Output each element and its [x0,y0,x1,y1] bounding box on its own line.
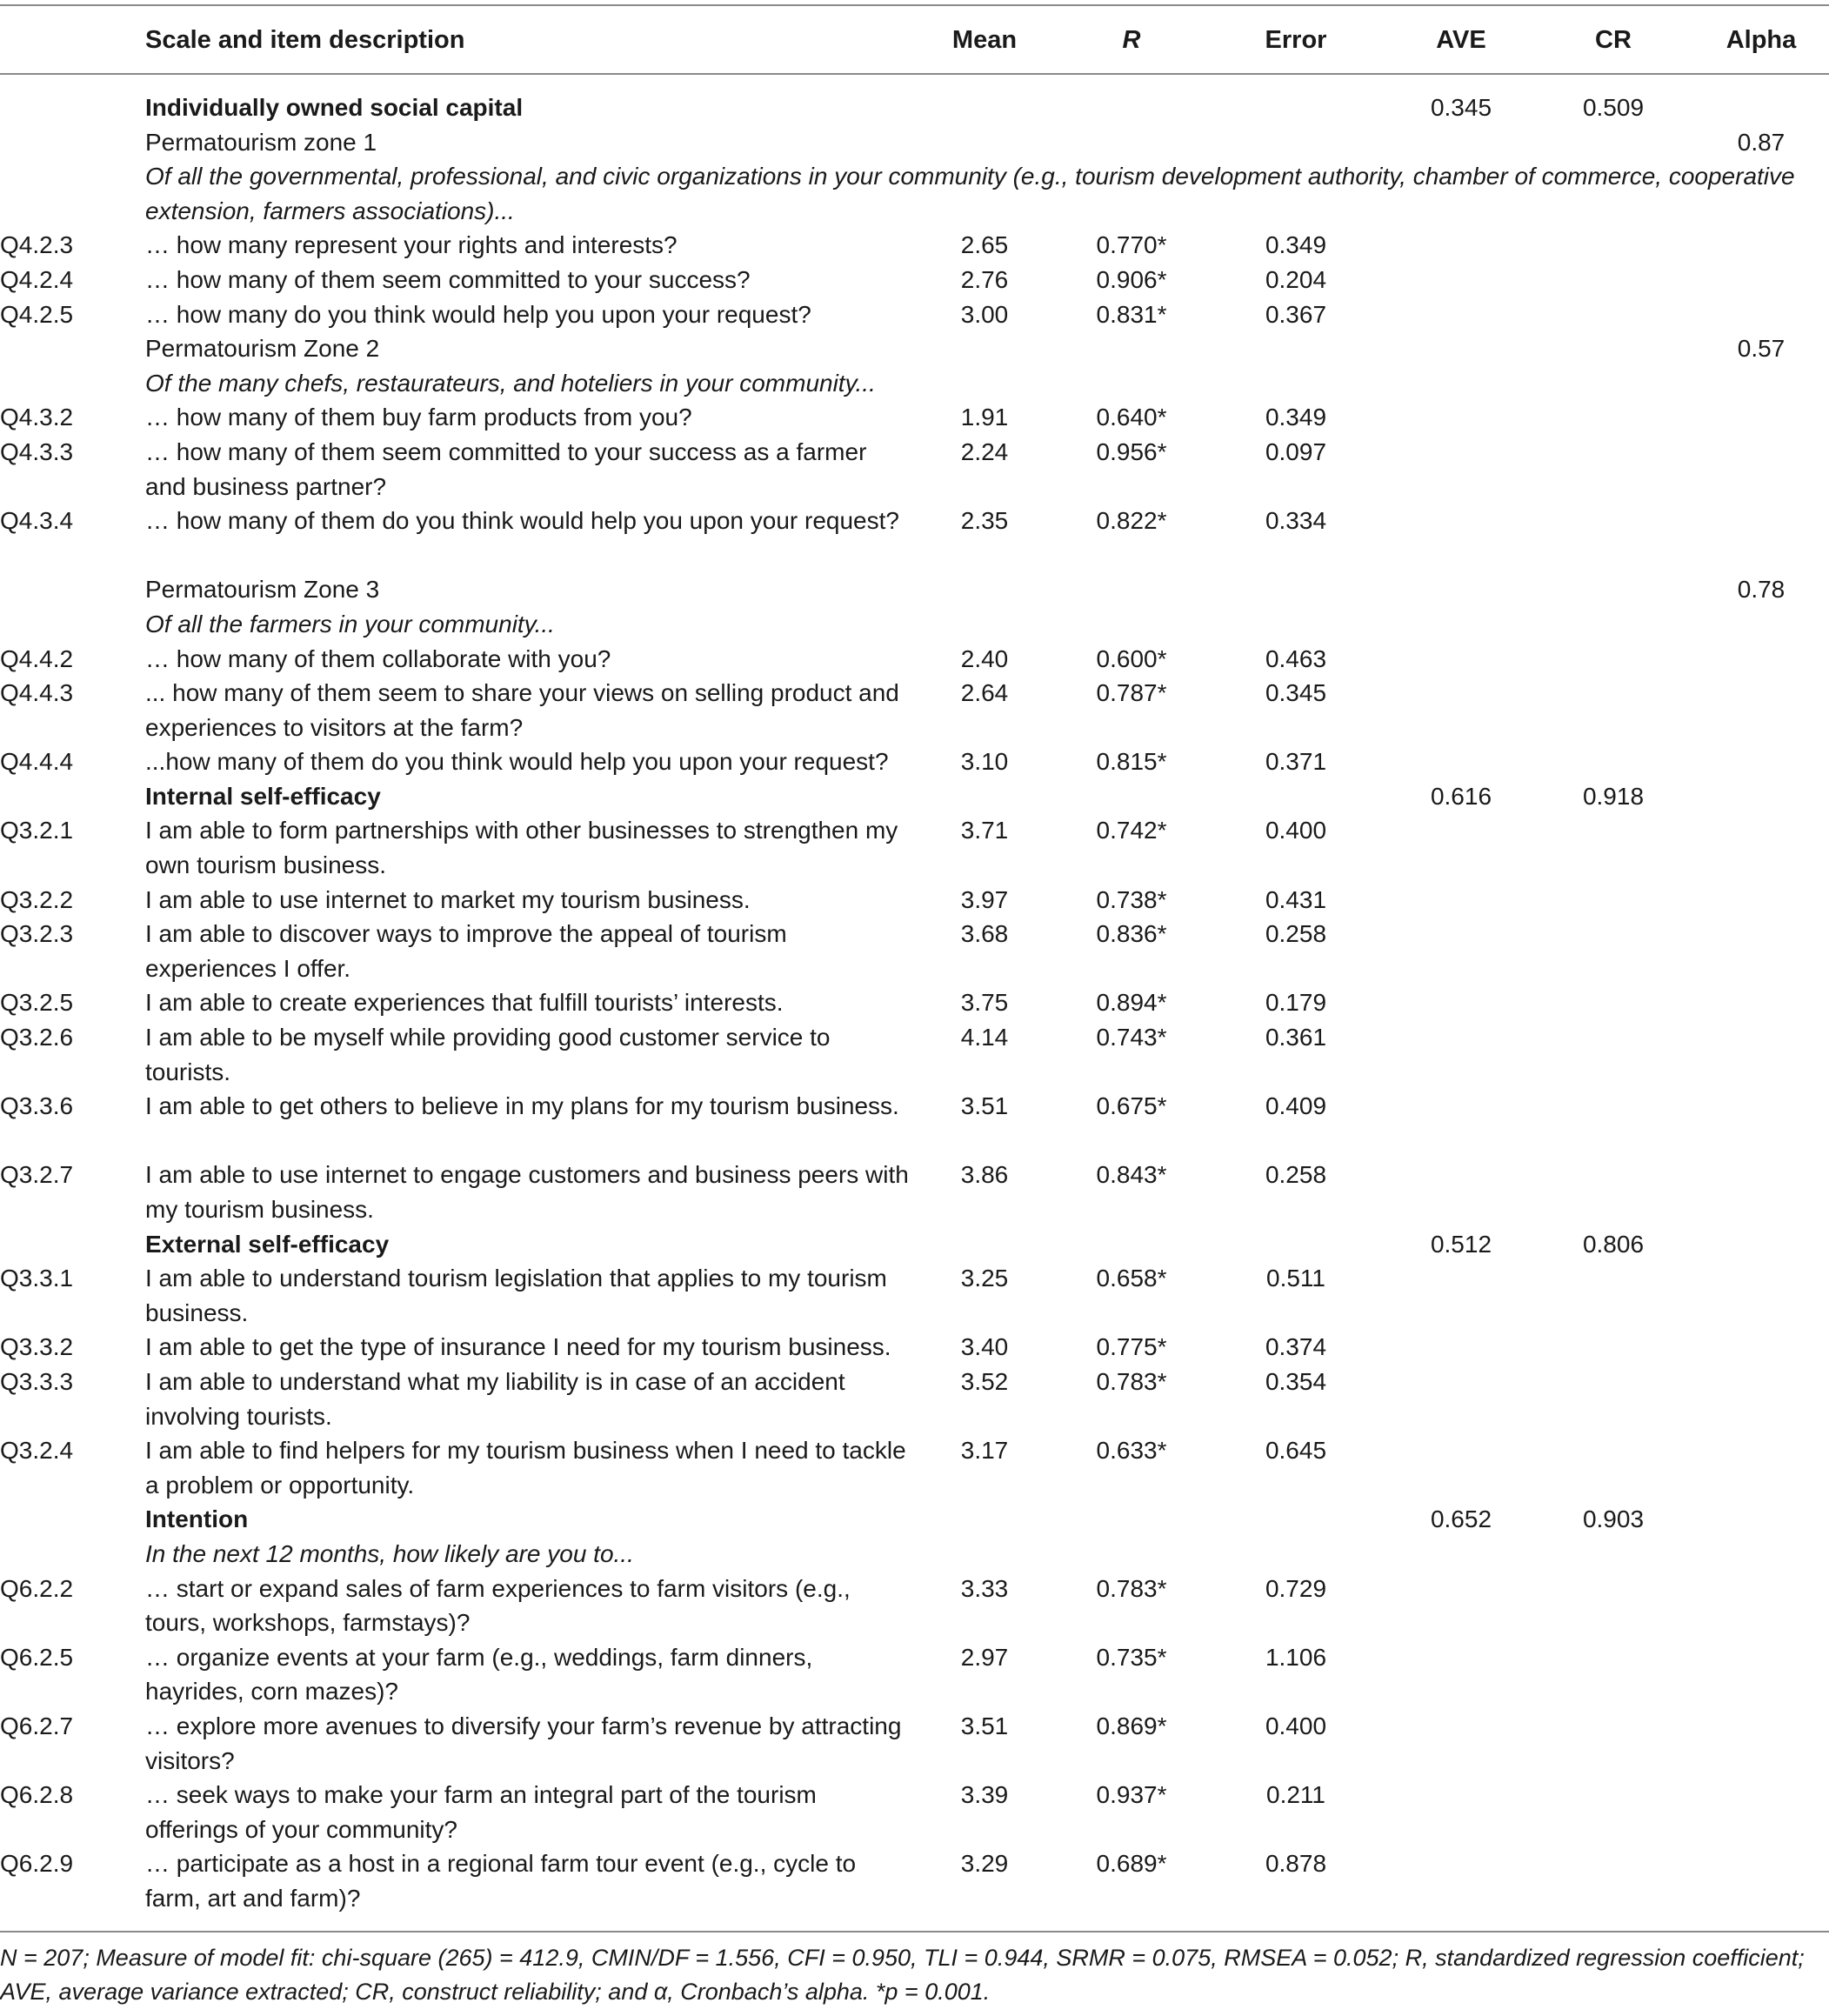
table-row-prompt [0,1537,1829,1572]
r-value: 0.689* [1096,1850,1167,1878]
item-code: Q3.2.7 [0,1161,74,1189]
table-row-item [0,1640,1829,1709]
table-row-item [0,1433,1829,1502]
item-code: Q3.2.1 [0,817,74,844]
table-row-item [0,744,1829,779]
table-row-item [0,435,1829,504]
table-row-section [0,1502,1829,1537]
error-value: 0.463 [1265,644,1327,672]
item-code: Q3.3.6 [0,1092,74,1120]
item-description: Permatourism Zone 2 [145,335,380,363]
table-row-item [0,1709,1829,1778]
item-code: Q4.3.2 [0,404,74,431]
error-value: 0.354 [1265,1367,1327,1395]
table-row-item [0,676,1829,744]
cr-value: 0.806 [1582,1230,1645,1258]
mean-value: 3.86 [960,1161,1009,1189]
error-value: 0.409 [1265,1092,1327,1120]
cr-value: 0.918 [1582,782,1645,810]
item-description: … participate as a host in a regional farm tour event (e.g., cycle to farm, art and farm)? [145,1850,857,1912]
item-description: I am able to be myself while providing good customer service to tourists. [145,1024,831,1085]
table-row-item [0,1158,1829,1226]
header-ave: AVE [1436,26,1486,54]
table-row-prompt [0,366,1829,401]
table-row-item [0,228,1829,263]
item-description: … how many of them do you think would help you upon your request? [145,507,899,535]
mean-value: 3.71 [960,817,1009,844]
header-alpha: Alpha [1726,26,1797,54]
table-row-item [0,642,1829,677]
item-description: Of all the farmers in your community... [145,610,555,638]
table-row-item [0,504,1829,572]
mean-value: 3.40 [960,1333,1009,1361]
table-row-subsection [0,572,1829,607]
table-row-item [0,917,1829,985]
r-value: 0.675* [1096,1092,1167,1120]
item-code: Q3.3.3 [0,1367,74,1395]
table-row-item [0,1365,1829,1433]
ave-value: 0.512 [1430,1230,1492,1258]
r-value: 0.735* [1096,1643,1167,1671]
item-code: Q3.2.6 [0,1024,74,1051]
error-value: 0.345 [1265,679,1327,707]
mean-value: 4.14 [960,1024,1009,1051]
item-description: … how many of them collaborate with you? [145,644,611,672]
header-mean: Mean [951,26,1018,54]
table-row-item [0,1089,1829,1158]
table-row-item [0,985,1829,1020]
item-code: Q4.4.3 [0,679,74,707]
item-description: … how many of them seem committed to your success as a farmer and business partner? [145,437,867,500]
r-value: 0.836* [1096,920,1167,948]
item-code: Q3.2.3 [0,920,74,948]
ave-value: 0.652 [1430,1505,1492,1533]
error-value: 0.204 [1265,265,1327,293]
item-code: Q4.2.5 [0,300,74,328]
item-code: Q4.3.3 [0,437,74,465]
error-value: 0.258 [1265,920,1327,948]
item-code: Q4.2.3 [0,231,74,259]
table-bottom-rule [0,1931,1829,1933]
r-value: 0.843* [1096,1161,1167,1189]
r-value: 0.783* [1096,1574,1167,1602]
item-description: ... how many of them seem to share your views on selling product and experiences to visitors at the farm? [145,679,899,741]
item-code: Q4.3.4 [0,507,74,535]
mean-value: 3.75 [960,989,1009,1017]
r-value: 0.956* [1096,437,1167,465]
item-code: Q3.2.2 [0,885,74,913]
mean-value: 3.51 [960,1092,1009,1120]
item-description: Permatourism zone 1 [145,128,377,156]
item-description: ...how many of them do you think would help you upon your request? [145,748,889,776]
cr-value: 0.903 [1582,1505,1645,1533]
r-value: 0.738* [1096,885,1167,913]
error-value: 1.106 [1265,1643,1327,1671]
item-description: I am able to form partnerships with other businesses to strengthen my own tourism business. [145,817,898,879]
header-error: Error [1265,26,1327,54]
item-code: Q3.3.2 [0,1333,74,1361]
mean-value: 2.76 [960,265,1009,293]
r-value: 0.937* [1096,1781,1167,1809]
item-description: External self-efficacy [145,1230,390,1258]
item-description: I am able to find helpers for my tourism business when I need to tackle a problem or opportunity. [145,1437,906,1499]
r-value: 0.787* [1096,679,1167,707]
error-value: 0.431 [1265,885,1327,913]
table-row-item [0,1261,1829,1330]
table-row-section [0,779,1829,814]
table-row-section [0,90,1829,125]
item-description: I am able to get others to believe in my plans for my tourism business. [145,1092,899,1120]
r-value: 0.770* [1096,231,1167,259]
table-header-rule [0,73,1829,75]
error-value: 0.211 [1266,1781,1325,1809]
ave-value: 0.345 [1430,94,1492,121]
error-value: 0.371 [1265,748,1327,776]
r-value: 0.906* [1096,265,1167,293]
item-description: Individually owned social capital [145,94,524,121]
error-value: 0.179 [1265,989,1327,1017]
mean-value: 3.51 [960,1712,1009,1739]
r-value: 0.831* [1096,300,1167,328]
r-value: 0.633* [1096,1437,1167,1465]
r-value: 0.742* [1096,817,1167,844]
item-description: I am able to understand tourism legislation that applies to my tourism business. [145,1265,887,1326]
item-description: Permatourism Zone 3 [145,576,380,604]
table-row-item [0,400,1829,435]
error-value: 0.729 [1265,1574,1327,1602]
mean-value: 3.25 [960,1265,1009,1292]
item-description: … how many of them buy farm products from you? [145,404,692,431]
mean-value: 2.97 [960,1643,1009,1671]
error-value: 0.367 [1265,300,1327,328]
error-value: 0.258 [1265,1161,1327,1189]
error-value: 0.400 [1265,1712,1327,1739]
table-row-subsection [0,125,1829,160]
item-description: … how many do you think would help you upon your request? [145,300,811,328]
item-code: Q3.3.1 [0,1265,74,1292]
r-value: 0.869* [1096,1712,1167,1739]
mean-value: 3.52 [960,1367,1009,1395]
table-body [0,90,1829,1915]
table-row-item [0,1846,1829,1915]
table-row-item [0,1778,1829,1846]
item-description: I am able to get the type of insurance I need for my tourism business. [145,1333,891,1361]
error-value: 0.400 [1265,817,1327,844]
item-description: I am able to use internet to market my tourism business. [145,885,751,913]
item-code: Q4.2.4 [0,265,74,293]
item-description: In the next 12 months, how likely are you to... [145,1539,634,1567]
item-description: … organize events at your farm (e.g., weddings, farm dinners, hayrides, corn mazes)? [145,1643,813,1706]
item-code: Q3.2.5 [0,989,74,1017]
item-code: Q6.2.2 [0,1574,74,1602]
item-description: Of all the governmental, professional, and civic organizations in your community (e.g., tourism development authority, chamber of commerce, cooperative extension, farmers associations)... [145,163,1795,224]
mean-value: 2.40 [960,644,1009,672]
header-r: R [1122,26,1141,54]
item-description: Of the many chefs, restaurateurs, and hoteliers in your community... [145,369,876,397]
item-code: Q3.2.4 [0,1437,74,1465]
item-code: Q4.4.4 [0,748,74,776]
r-value: 0.815* [1096,748,1167,776]
error-value: 0.097 [1265,437,1327,465]
r-value: 0.894* [1096,989,1167,1017]
mean-value: 3.00 [960,300,1009,328]
r-value: 0.783* [1096,1367,1167,1395]
error-value: 0.349 [1265,231,1327,259]
cr-value: 0.509 [1582,94,1645,121]
error-value: 0.645 [1265,1437,1327,1465]
item-code: Q6.2.9 [0,1850,74,1878]
table-row-subsection [0,331,1829,366]
mean-value: 3.33 [960,1574,1009,1602]
mean-value: 3.29 [960,1850,1009,1878]
r-value: 0.658* [1096,1265,1167,1292]
item-description: … how many of them seem committed to your success? [145,265,751,293]
r-value: 0.640* [1096,404,1167,431]
mean-value: 3.97 [960,885,1009,913]
mean-value: 3.39 [960,1781,1009,1809]
mean-value: 2.64 [960,679,1009,707]
item-description: … start or expand sales of farm experiences to farm visitors (e.g., tours, workshops, farmstays)? [145,1574,851,1637]
table-row-item [0,1330,1829,1365]
r-value: 0.600* [1096,644,1167,672]
error-value: 0.878 [1265,1850,1327,1878]
alpha-value: 0.78 [1737,576,1786,604]
error-value: 0.374 [1265,1333,1327,1361]
table-row-item [0,813,1829,882]
item-code: Q4.4.2 [0,644,74,672]
item-description: Internal self-efficacy [145,782,381,810]
error-value: 0.349 [1265,404,1327,431]
table-row-item [0,883,1829,918]
mean-value: 1.91 [960,404,1009,431]
r-value: 0.743* [1096,1024,1167,1051]
mean-value: 3.68 [960,920,1009,948]
item-description: I am able to understand what my liability is in case of an accident involving tourists. [145,1367,845,1430]
mean-value: 2.65 [960,231,1009,259]
item-description: … how many represent your rights and interests? [145,231,678,259]
r-value: 0.822* [1096,507,1167,535]
mean-value: 3.10 [960,748,1009,776]
item-code: Q6.2.8 [0,1781,74,1809]
mean-value: 2.35 [960,507,1009,535]
table-top-rule [0,4,1829,6]
header-scale-description: Scale and item description [145,26,465,54]
table-row-prompt [0,159,1829,228]
table-row-prompt [0,607,1829,642]
item-code: Q6.2.5 [0,1643,74,1671]
error-value: 0.361 [1265,1024,1327,1051]
item-description: I am able to use internet to engage customers and business peers with my tourism business. [145,1161,909,1223]
mean-value: 2.24 [960,437,1009,465]
item-description: … seek ways to make your farm an integral part of the tourism offerings of your community? [145,1781,817,1843]
item-code: Q6.2.7 [0,1712,74,1739]
table-footnote: N = 207; Measure of model fit: chi-square (265) = 412.9, CMIN/DF = 1.556, CFI = 0.950, TLI = 0.944, SRMR = 0.075, RMSEA = 0.052; R, standardized regression coefficient; AVE, average variance extracted; CR, construct reliability; and α, Cronbach’s alpha. *p = 0.001. [0,1945,1805,2005]
item-description: … explore more avenues to diversify your farm’s revenue by attracting visitors? [145,1712,902,1774]
item-description: I am able to discover ways to improve the appeal of tourism experiences I offer. [145,920,787,982]
error-value: 0.511 [1266,1265,1325,1292]
table-row-item [0,263,1829,297]
item-description: I am able to create experiences that fulfill tourists’ interests. [145,989,784,1017]
header-cr: CR [1595,26,1632,54]
mean-value: 3.17 [960,1437,1009,1465]
error-value: 0.334 [1265,507,1327,535]
table-row-item [0,1020,1829,1089]
alpha-value: 0.57 [1737,335,1786,363]
table-row-section [0,1227,1829,1262]
table-row-item [0,1572,1829,1640]
table-row-item [0,297,1829,332]
alpha-value: 0.87 [1737,128,1786,156]
ave-value: 0.616 [1430,782,1492,810]
r-value: 0.775* [1096,1333,1167,1361]
item-description: Intention [145,1505,249,1533]
